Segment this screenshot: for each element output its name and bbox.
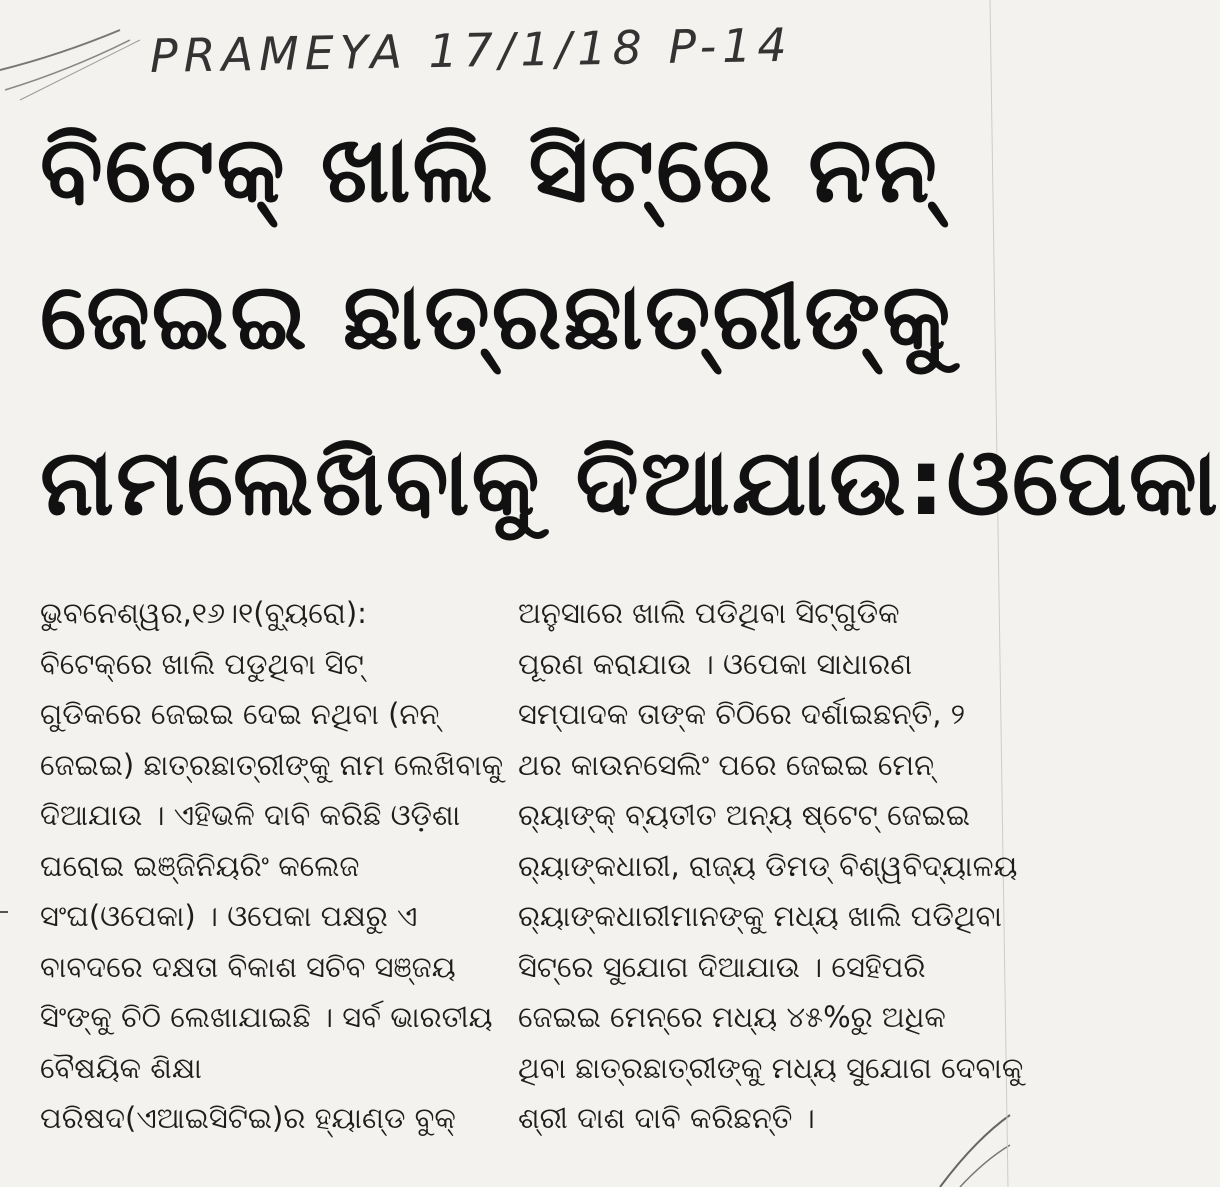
handwritten-source-note: PRAMEYA 17/1/18 P-14 xyxy=(149,17,794,83)
article-line: ବିଟେକ୍‌ରେ ଖାଲି ପଡୁଥିବା ସିଟ୍ xyxy=(40,646,364,681)
headline-line-1: ବିଟେକ୍ ଖାଲି ସିଟ୍‌ରେ ନନ୍ xyxy=(40,116,939,223)
article-line: ସଂଘ(ଓପେକା) । ଓପେକା ପକ୍ଷରୁ ଏ xyxy=(40,899,418,933)
fold-line-mark xyxy=(960,1145,1010,1187)
article-line: ଅନୁସାରେ ଖାଲି ପଡିଥିବା ସିଟ୍‌ଗୁଡିକ xyxy=(518,596,900,630)
article-line: ର୍‍ୟାଙ୍କଧାରୀ, ରାଜ୍ୟ ଡିମଡ୍ ବିଶ୍ୱବିଦ୍ୟାଳୟ xyxy=(518,848,1018,883)
article-line: ସମ୍ପାଦକ ତାଙ୍କ ଚିଠିରେ ଦର୍ଶାଇଛନ୍ତି, ୨ xyxy=(518,697,966,731)
article-line: ଦିଆଯାଉ । ଏହିଭଳି ଦାବି କରିଛି ଓଡ଼ିଶା xyxy=(40,798,461,832)
pen-stroke-mark xyxy=(0,30,120,70)
headline-line-2: ଜେଇଇ ଛାତ୍ରଛାତ୍ରୀଙ୍କୁ xyxy=(40,263,953,370)
headline-line-3: ନାମଲେଖିବାକୁ ଦିଆଯାଉ:ଓପେକା xyxy=(40,429,1220,536)
article-line: ର୍‍ୟାଙ୍କଧାରୀମାନଙ୍କୁ ମଧ୍ୟ ଖାଲି ପଡିଥିବା xyxy=(518,899,1002,933)
article-line: ସିଂଙ୍କୁ ଚିଠି ଲେଖାଯାଇଛି । ସର୍ବ ଭାରତୀୟ xyxy=(40,1000,493,1034)
article-line: ଥର କାଉନସେଲିଂ ପରେ ଜେଇଇ ମେନ୍ xyxy=(518,747,935,782)
article-line: ଗୁଡିକରେ ଜେଇଇ ଦେଇ ନଥିବା (ନନ୍ xyxy=(40,697,440,731)
article-right-column xyxy=(518,588,1024,1144)
pen-stroke-mark xyxy=(5,40,130,90)
article-line: ଘରୋଇ ଇଞ୍ଜିନିୟରିଂ କଲେଜ xyxy=(40,848,360,883)
article-left-column xyxy=(40,588,504,1144)
article-line: ଶ୍ରୀ ଦାଶ ଦାବି କରିଛନ୍ତି । xyxy=(518,1101,815,1135)
pen-stroke-mark xyxy=(20,40,140,100)
article-line: ଥିବା ଛାତ୍ରଛାତ୍ରୀଙ୍କୁ ମଧ୍ୟ ସୁଯୋଗ ଦେବାକୁ xyxy=(518,1050,1024,1085)
article-line: ଜେଇଇ ମେନ୍‌ରେ ମଧ୍ୟ ୪୫%ରୁ ଅଧିକ xyxy=(518,1000,946,1034)
article-line: ବୈଷୟିକ ଶିକ୍ଷା xyxy=(40,1050,202,1085)
article-line: ପରିଷଦ(ଏଆଇସିଟିଇ)ର ହ୍ୟାଣ୍ଡ ବୁକ୍ xyxy=(40,1101,456,1135)
article-line: ସିଟ୍‌ରେ ସୁଯୋଗ ଦିଆଯାଉ । ସେହିପରି xyxy=(518,949,926,984)
article-line: ର୍‍ୟାଙ୍କ୍ ବ୍ୟତୀତ ଅନ୍ୟ ଷ୍ଟେଟ୍ ଜେଇଇ xyxy=(518,798,970,832)
article-line: ପୂରଣ କରାଯାଉ । ଓପେକା ସାଧାରଣ xyxy=(518,646,913,681)
article-line: ବାବଦରେ ଦକ୍ଷତା ବିକାଶ ସଚିବ ସଞ୍ଜୟ xyxy=(40,949,456,984)
article-line: ଜେଇଇ) ଛାତ୍ରଛାତ୍ରୀଙ୍କୁ ନାମ ଲେଖିବାକୁ xyxy=(40,747,504,782)
article-line: ଭୁବନେଶ୍ୱର,୧୬।୧(ବ୍ୟୁରୋ): xyxy=(40,596,367,630)
scan-edge-line xyxy=(990,0,1008,1187)
